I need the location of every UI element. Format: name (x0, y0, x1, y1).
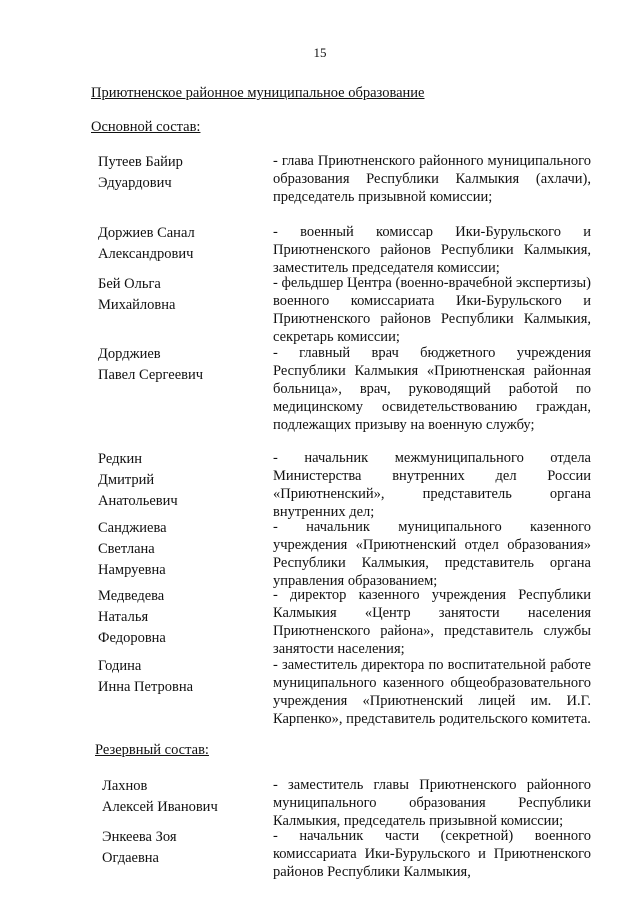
member-role: - военный комиссар Ики-Бурульского и Приютненского районов Республики Калмыкия, заместитель председателя комиссии; (273, 224, 591, 276)
member-role: - начальник муниципального казенного учреждения «Приютненский отдел образования» Республики Калмыкия, представитель органа управления образованием; (273, 519, 591, 589)
member-name: Дорджиев Павел Сергеевич (98, 346, 204, 383)
member-name: Редкин Дмитрий Анатольевич (98, 451, 178, 509)
member-name: Лахнов Алексей Иванович (102, 778, 218, 815)
member-name: Година Инна Петровна (98, 658, 194, 695)
member-name: Доржиев Санал Александрович (98, 225, 195, 262)
member-role: - главный врач бюджетного учреждения Республики Калмыкия «Приютненская районная больница», врач, руководящий работой по медицинскому освидетельствованию граждан, подлежащих призыву на военную службу; (273, 345, 591, 433)
member-role: - начальник межмуниципального отдела Министерства внутренних дел России «Приютненский», представитель органа внутренних дел; (273, 450, 591, 520)
organization-title: Приютненское районное муниципальное образование (91, 85, 425, 101)
member-role: - фельдшер Центра (военно-врачебной экспертизы) военного комиссариата Ики-Бурульского и Приютненского районов Республики Калмыкия, секретарь комиссии; (273, 275, 591, 345)
member-role: - начальник части (секретной) военного комиссариата Ики-Бурульского и Приютненского районов Республики Калмыкия, (273, 828, 591, 880)
page-number: 15 (313, 45, 327, 60)
member-name: Энкеева Зоя Огдаевна (102, 829, 177, 866)
member-name: Медведева Наталья Федоровна (98, 588, 166, 646)
member-role: - заместитель главы Приютненского районного муниципального образования Республики Калмыкия, председатель призывной комиссии; (273, 777, 591, 829)
main-composition-heading: Основной состав: (91, 119, 201, 135)
member-role: - заместитель директора по воспитательной работе муниципального казенного общеобразовательного учреждения «Приютненский лицей им. И.Г. Карпенко», представитель родительского комитета. (273, 657, 591, 727)
member-name: Бей Ольга Михайловна (98, 276, 176, 313)
reserve-composition-heading: Резервный состав: (95, 742, 209, 758)
member-role: - директор казенного учреждения Республики Калмыкия «Центр занятости населения Приютненского района», представитель службы занятости населения; (273, 587, 591, 657)
member-name: Санджиева Светлана Намруевна (98, 520, 167, 578)
member-role: - глава Приютненского районного муниципального образования Республики Калмыкия (ахлачи), председатель призывной комиссии; (273, 153, 591, 205)
member-name: Путеев Байир Эдуардович (98, 154, 183, 191)
